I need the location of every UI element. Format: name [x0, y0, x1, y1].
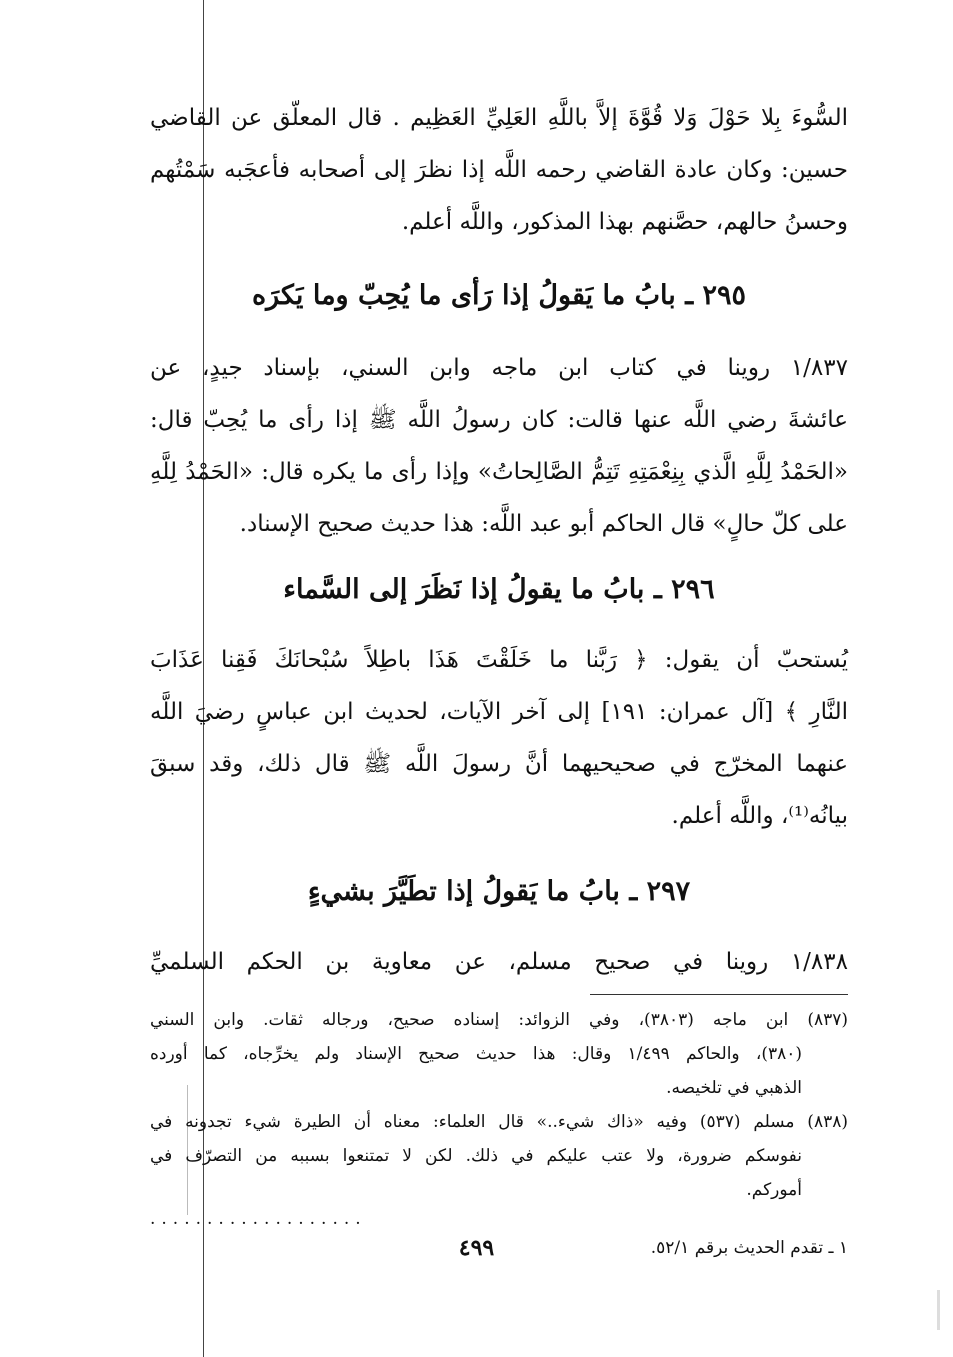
text-line: حسين: وكان عادة القاضي رحمه اللَّه إذا نظرَ إلى أصحابه فأعجَبه سَمْتُهم: [150, 157, 848, 183]
text-line: ١/٨٣٨ روينا في صحيح مسلم، عن معاوية بن الحكم السلميِّ: [150, 949, 848, 975]
footnote-837: [150, 1003, 848, 1105]
text-line: وحسنُ حالهم، حصَّنهم بهذا المذكور، واللَّه أعلم.: [401, 209, 848, 235]
text-line: بيانُه⁽¹⁾، واللَّه أعلم.: [671, 803, 848, 829]
footnote-line: أموركم.: [746, 1180, 802, 1200]
text-line: ١/٨٣٧ روينا في كتاب ابن ماجه وابن السني، بإسناد جيدٍ، عن: [150, 355, 848, 381]
paragraph-837: [150, 342, 848, 550]
footnote-line: نفوسكم ضرورة، ولا عتب عليكم في ذلك. لكن لا تمتنعوا بسببه من التصرّف في: [150, 1146, 802, 1166]
footnote-line: (٨٣٨) مسلم (٥٣٧) وفيه «ذاك شيء..» قال العلماء: معناه أن الطيرة شيء تجدونه في: [150, 1112, 848, 1132]
dotted-separator: ...................: [150, 1209, 367, 1229]
footnote-line: (٨٣٧) ابن ماجه (٣٨٠٣)، وفي الزوائد: إسناده صحيح، ورجاله ثقات. وابن السني: [150, 1010, 849, 1030]
footnote-reference-1: ١ ـ تقدم الحديث برقم ٥٢/١.: [650, 1238, 848, 1258]
section-heading-295: ٢٩٥ ـ بابُ ما يَقولُ إذا رَأى ما يُحِبّ وما يَكرَه: [251, 280, 747, 311]
text-line: على كلّ حالٍ» قال الحاكم أبو عبد اللَّه: هذا حديث صحيح الإسناد.: [239, 511, 848, 537]
text-line: عنهما المخرّج في صحيحيهما أنَّ رسولَ اللَّه ﷺ قال ذلك، وقد سبقَ: [150, 751, 848, 777]
page-number: ٤٩٩: [458, 1235, 495, 1261]
paragraph-intro: [150, 92, 848, 248]
text-line: النَّارِ ﴾ [آل عمران: ١٩١] إلى آخر الآيات، لحديث ابن عباسٍ رضيَ اللَّه: [150, 699, 848, 725]
footnote-line: الذهبي في تلخيصه.: [666, 1078, 802, 1098]
section-heading-296: ٢٩٦ ـ بابُ ما يقولُ إذا نَظَرَ إلى السَّماء: [283, 574, 715, 605]
footnote-838: [150, 1105, 848, 1207]
paragraph-296: [150, 634, 848, 842]
text-line: عائشةَ رضي اللَّه عنها قالت: كان رسولُ اللَّه ﷺ إذا رأى ما يُحِبّ قال:: [150, 407, 848, 433]
footnote-separator: [590, 994, 848, 995]
paragraph-838: [150, 936, 848, 988]
text-line: يُستحبّ أن يقول: ﴿ رَبَّنا ما خَلَقْتَ هَذَا باطِلاً سُبْحانَكَ فَقِنا عَذَابَ: [150, 647, 848, 673]
footnote-line: (٣٨٠)، والحاكم ١/٤٩٩ وقال: هذا حديث صحيح الإسناد ولم يخرِّجاه، كما أورده: [150, 1044, 803, 1064]
text-line: السُّوءَ بِلا حَوْلَ وَلا قُوَّةَ إلاَّ باللَّهِ العَلِيِّ العَظِيم . قال المعلّق عن القاضي: [150, 105, 848, 131]
margin-mark: [937, 1290, 940, 1330]
text-line: «الحَمْدُ لِلَّهِ الَّذي بِنِعْمَتِهِ تَتِمُّ الصَّالِحاتُ» وإذا رأى ما يكره قال: «الحَمْدُ لِلَّهِ: [150, 459, 848, 485]
page-content: [150, 92, 848, 1265]
footnotes: [150, 1003, 848, 1265]
section-heading-297: ٢٩٧ ـ بابُ ما يَقولُ إذا تطَيَّرَ بشيءٍ: [307, 876, 691, 907]
